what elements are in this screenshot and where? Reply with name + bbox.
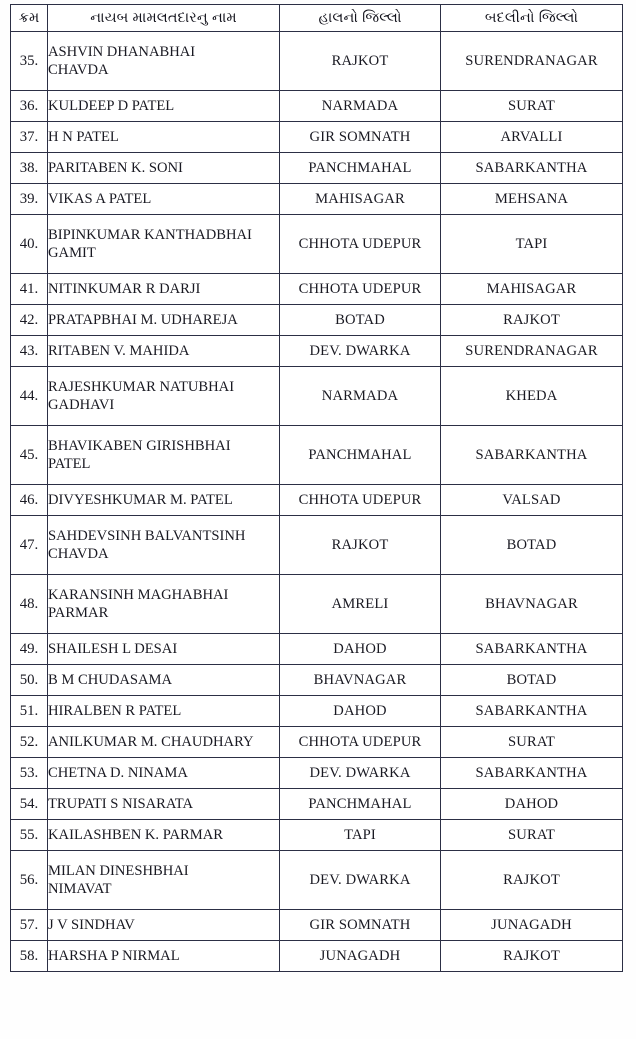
cell-sr-no: 36. (11, 91, 48, 122)
cell-sr-no: 37. (11, 122, 48, 153)
table-row (11, 696, 623, 727)
officer-name-line: J V SINDHAV (48, 916, 135, 933)
cell-sr-no: 55. (11, 820, 48, 851)
cell-current-district: PANCHMAHAL (280, 153, 441, 184)
table-header (11, 5, 623, 32)
officer-name-line: TRUPATI S NISARATA (48, 795, 194, 812)
table-row (11, 665, 623, 696)
cell-sr-no: 43. (11, 336, 48, 367)
cell-officer-name (48, 941, 280, 972)
cell-transfer-district: SABARKANTHA (441, 153, 623, 184)
cell-current-district: DEV. DWARKA (280, 758, 441, 789)
table-row (11, 184, 623, 215)
cell-sr-no: 51. (11, 696, 48, 727)
officer-name-line: KARANSINH MAGHABHAI (48, 586, 229, 603)
cell-officer-name (48, 634, 280, 665)
cell-sr-no: 56. (11, 851, 48, 910)
cell-officer-name (48, 122, 280, 153)
cell-transfer-district: MEHSANA (441, 184, 623, 215)
officer-name-line: ASHVIN DHANABHAI (48, 43, 196, 60)
cell-sr-no: 47. (11, 516, 48, 575)
cell-transfer-district: MAHISAGAR (441, 274, 623, 305)
table-row (11, 851, 623, 910)
transfer-list-table (10, 4, 623, 972)
cell-transfer-district: BOTAD (441, 665, 623, 696)
cell-officer-name (48, 305, 280, 336)
cell-current-district: DEV. DWARKA (280, 851, 441, 910)
cell-officer-name (48, 789, 280, 820)
cell-sr-no: 54. (11, 789, 48, 820)
cell-officer-name (48, 336, 280, 367)
officer-name-line: MILAN DINESHBHAI (48, 862, 189, 879)
cell-transfer-district: RAJKOT (441, 941, 623, 972)
cell-current-district: CHHOTA UDEPUR (280, 274, 441, 305)
table-row (11, 426, 623, 485)
cell-transfer-district: SABARKANTHA (441, 634, 623, 665)
column-header-sr-no: ક્રમ (11, 5, 48, 32)
officer-name-line: HIRALBEN R PATEL (48, 702, 182, 719)
table-row (11, 789, 623, 820)
table-row (11, 336, 623, 367)
officer-name-line: RITABEN V. MAHIDA (48, 342, 190, 359)
cell-officer-name (48, 575, 280, 634)
cell-officer-name (48, 184, 280, 215)
officer-name-line: CHETNA D. NINAMA (48, 764, 188, 781)
officer-name-line: ANILKUMAR M. CHAUDHARY (48, 733, 254, 750)
cell-sr-no: 58. (11, 941, 48, 972)
cell-transfer-district: VALSAD (441, 485, 623, 516)
officer-name-line: KULDEEP D PATEL (48, 97, 175, 114)
cell-transfer-district: SABARKANTHA (441, 758, 623, 789)
cell-current-district: RAJKOT (280, 516, 441, 575)
officer-name-line: CHAVDA (48, 546, 109, 562)
cell-transfer-district: BOTAD (441, 516, 623, 575)
table-row (11, 32, 623, 91)
cell-current-district: MAHISAGAR (280, 184, 441, 215)
officer-name-line: BIPINKUMAR KANTHADBHAI (48, 226, 252, 243)
cell-sr-no: 53. (11, 758, 48, 789)
cell-transfer-district: SURAT (441, 91, 623, 122)
cell-transfer-district: KHEDA (441, 367, 623, 426)
cell-sr-no: 52. (11, 727, 48, 758)
officer-name-line: NIMAVAT (48, 881, 112, 897)
cell-transfer-district: TAPI (441, 215, 623, 274)
cell-sr-no: 39. (11, 184, 48, 215)
table-body (11, 32, 623, 972)
officer-name-line: NITINKUMAR R DARJI (48, 280, 201, 297)
column-header-current-district: હાલનો જિલ્લો (280, 5, 441, 32)
cell-current-district: BHAVNAGAR (280, 665, 441, 696)
cell-current-district: NARMADA (280, 91, 441, 122)
cell-current-district: PANCHMAHAL (280, 789, 441, 820)
officer-name-line: VIKAS A PATEL (48, 190, 152, 207)
table-row (11, 122, 623, 153)
column-header-transfer-district: બદલીનો જિલ્લો (441, 5, 623, 32)
cell-transfer-district: SURENDRANAGAR (441, 336, 623, 367)
table-row (11, 941, 623, 972)
cell-officer-name (48, 215, 280, 274)
officer-name-line: SHAILESH L DESAI (48, 640, 178, 657)
cell-transfer-district: SURAT (441, 727, 623, 758)
cell-officer-name (48, 367, 280, 426)
table-row (11, 485, 623, 516)
officer-name-line: GADHAVI (48, 397, 115, 413)
cell-officer-name (48, 851, 280, 910)
cell-current-district: DAHOD (280, 696, 441, 727)
cell-current-district: BOTAD (280, 305, 441, 336)
cell-sr-no: 57. (11, 910, 48, 941)
officer-name-line: SAHDEVSINH BALVANTSINH (48, 527, 246, 544)
table-row (11, 820, 623, 851)
table-row (11, 758, 623, 789)
cell-current-district: DAHOD (280, 634, 441, 665)
cell-officer-name (48, 153, 280, 184)
cell-sr-no: 41. (11, 274, 48, 305)
officer-name-line: CHAVDA (48, 62, 109, 78)
table-row (11, 215, 623, 274)
cell-officer-name (48, 820, 280, 851)
cell-transfer-district: RAJKOT (441, 851, 623, 910)
cell-officer-name (48, 758, 280, 789)
cell-officer-name (48, 727, 280, 758)
cell-current-district: DEV. DWARKA (280, 336, 441, 367)
cell-current-district: CHHOTA UDEPUR (280, 215, 441, 274)
cell-sr-no: 48. (11, 575, 48, 634)
table-row (11, 910, 623, 941)
officer-name-line: PARMAR (48, 605, 109, 621)
cell-officer-name (48, 910, 280, 941)
cell-sr-no: 45. (11, 426, 48, 485)
cell-transfer-district: RAJKOT (441, 305, 623, 336)
cell-officer-name (48, 696, 280, 727)
cell-officer-name (48, 32, 280, 91)
cell-current-district: NARMADA (280, 367, 441, 426)
officer-name-line: B M CHUDASAMA (48, 671, 173, 688)
cell-current-district: GIR SOMNATH (280, 910, 441, 941)
officer-name-line: GAMIT (48, 245, 96, 261)
officer-name-line: RAJESHKUMAR NATUBHAI (48, 378, 235, 395)
cell-current-district: CHHOTA UDEPUR (280, 727, 441, 758)
cell-officer-name (48, 91, 280, 122)
cell-current-district: PANCHMAHAL (280, 426, 441, 485)
cell-sr-no: 38. (11, 153, 48, 184)
cell-sr-no: 42. (11, 305, 48, 336)
officer-name-line: KAILASHBEN K. PARMAR (48, 826, 224, 843)
cell-sr-no: 49. (11, 634, 48, 665)
cell-sr-no: 40. (11, 215, 48, 274)
cell-transfer-district: JUNAGADH (441, 910, 623, 941)
cell-transfer-district: DAHOD (441, 789, 623, 820)
cell-current-district: JUNAGADH (280, 941, 441, 972)
table-row (11, 305, 623, 336)
cell-transfer-district: SABARKANTHA (441, 426, 623, 485)
cell-transfer-district: SURAT (441, 820, 623, 851)
officer-name-line: HARSHA P NIRMAL (48, 947, 180, 964)
officer-name-line: H N PATEL (48, 128, 119, 145)
table-row (11, 367, 623, 426)
table-row (11, 153, 623, 184)
table-row (11, 575, 623, 634)
cell-transfer-district: SURENDRANAGAR (441, 32, 623, 91)
officer-name-line: PRATAPBHAI M. UDHAREJA (48, 311, 238, 328)
cell-officer-name (48, 665, 280, 696)
cell-officer-name (48, 485, 280, 516)
cell-current-district: CHHOTA UDEPUR (280, 485, 441, 516)
cell-current-district: GIR SOMNATH (280, 122, 441, 153)
cell-officer-name (48, 426, 280, 485)
cell-current-district: RAJKOT (280, 32, 441, 91)
officer-name-line: PARITABEN K. SONI (48, 159, 183, 176)
officer-name-line: BHAVIKABEN GIRISHBHAI (48, 437, 231, 454)
cell-current-district: AMRELI (280, 575, 441, 634)
table-row (11, 634, 623, 665)
cell-sr-no: 50. (11, 665, 48, 696)
cell-transfer-district: ARVALLI (441, 122, 623, 153)
cell-sr-no: 44. (11, 367, 48, 426)
officer-name-line: DIVYESHKUMAR M. PATEL (48, 491, 233, 508)
table-row (11, 516, 623, 575)
officer-name-line: PATEL (48, 456, 91, 472)
table-row (11, 274, 623, 305)
table-row (11, 727, 623, 758)
column-header-name: નાયબ મામલતદારનુ નામ (48, 5, 280, 32)
cell-officer-name (48, 274, 280, 305)
table-header-row (11, 5, 623, 32)
table-row (11, 91, 623, 122)
cell-sr-no: 46. (11, 485, 48, 516)
cell-officer-name (48, 516, 280, 575)
cell-current-district: TAPI (280, 820, 441, 851)
cell-transfer-district: BHAVNAGAR (441, 575, 623, 634)
cell-sr-no: 35. (11, 32, 48, 91)
cell-transfer-district: SABARKANTHA (441, 696, 623, 727)
